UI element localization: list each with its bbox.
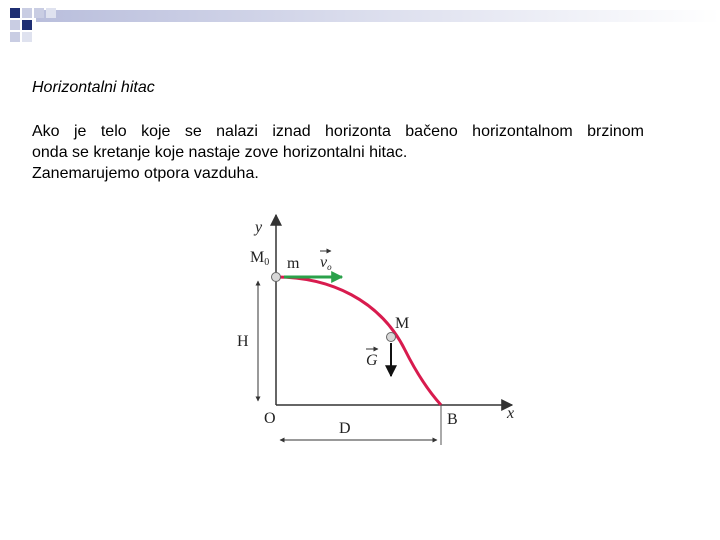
- paragraph-line: Ako je telo koje se nalazi iznad horizonta bačeno horizontalnom brzinom: [32, 123, 644, 140]
- origin-label: O: [264, 410, 276, 427]
- trajectory-curve: [276, 277, 441, 405]
- range-label: D: [339, 420, 351, 437]
- gravity-label: G: [366, 352, 378, 369]
- paragraph-line: Zanemarujemo otpora vazduha.: [32, 165, 259, 182]
- slide-title: Horizontalni hitac: [32, 79, 155, 96]
- paragraph-line: onda se kretanje koje nastaje zove horizontalni hitac.: [32, 144, 408, 161]
- start-point-marker: [272, 273, 281, 282]
- velocity-letter: v: [320, 254, 328, 271]
- landing-point-label: B: [447, 411, 458, 428]
- velocity-label: [320, 254, 332, 272]
- velocity-subscript: o: [327, 262, 332, 272]
- point-m-label: M: [395, 315, 410, 332]
- y-axis-label: y: [255, 219, 263, 236]
- start-point-subscript: 0: [264, 257, 270, 268]
- x-axis-label: x: [507, 405, 515, 422]
- point-m-marker: [387, 333, 396, 342]
- start-point-label: [250, 249, 269, 268]
- start-point-letter: M: [250, 249, 265, 266]
- mass-label: m: [287, 255, 300, 272]
- height-label: H: [237, 333, 249, 350]
